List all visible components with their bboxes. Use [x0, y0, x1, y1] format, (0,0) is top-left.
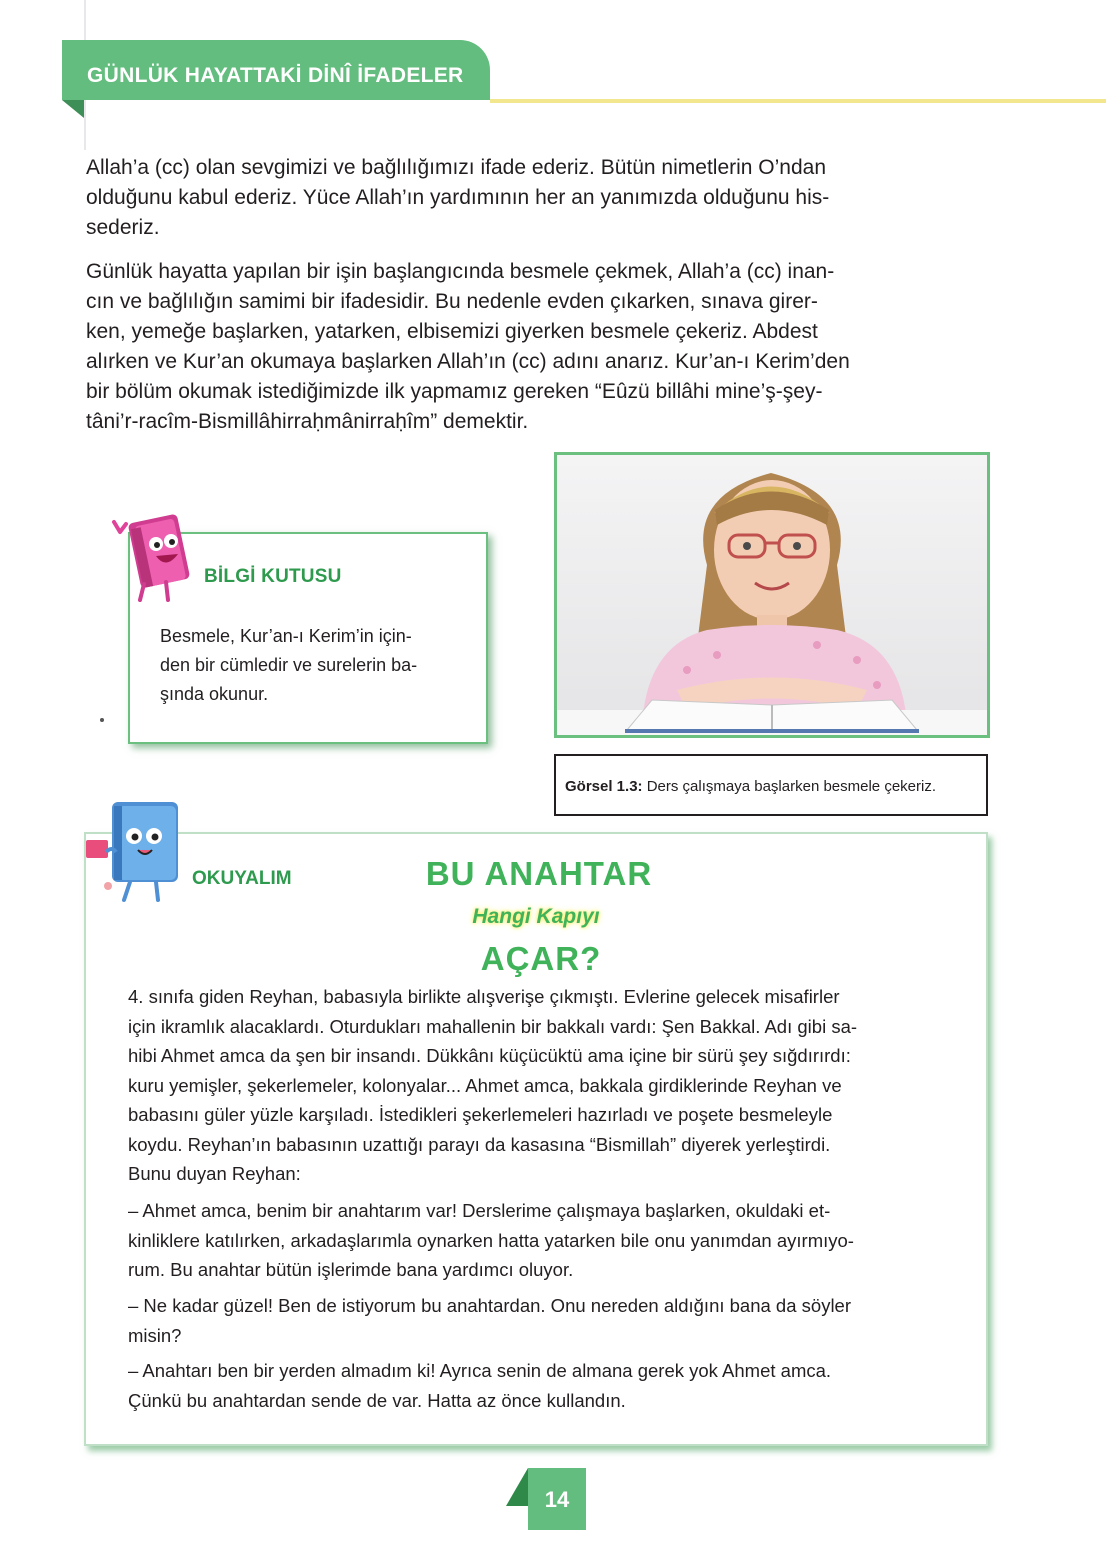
- figure-caption-text: Ders çalışmaya başlarken besmele çekeriz.: [646, 778, 936, 795]
- text-line: babasını güler yüzle karşıladı. İstedikleri şekerlemeleri hazırladı ve poşete besmeleyle: [128, 1104, 833, 1125]
- reading-section-label: OKUYALIM: [192, 868, 292, 889]
- intro-paragraph-2: [86, 257, 938, 437]
- text-line: Bunu duyan Reyhan:: [128, 1163, 301, 1184]
- header-underline: [490, 99, 1106, 103]
- text-line: – Ne kadar güzel! Ben de istiyorum bu anahtardan. Onu nereden aldığını bana da söyler: [128, 1295, 851, 1316]
- figure-label: Görsel 1.3:: [565, 778, 643, 795]
- text-line: alırken ve Kur’an okumaya başlarken Allah’ın (cc) adını anarız. Kur’an-ı Kerim’den: [86, 350, 850, 373]
- chapter-title: GÜNLÜK HAYATTAKİ DİNÎ İFADELER: [87, 64, 464, 87]
- text-line: kinliklere katılırken, arkadaşlarımla oynarken hatta yatarken bile onu yanımdan ayırmıyo-: [128, 1229, 854, 1251]
- book-mascot-icon: [110, 510, 202, 606]
- info-box-title: BİLGİ KUTUSU: [204, 566, 342, 587]
- text-line: Allah’a (cc) olan sevgimizi ve bağlılığımızı ifade ederiz. Bütün nimetlerin O’ndan: [86, 156, 827, 179]
- story-paragraph-1: [128, 982, 938, 1189]
- intro-paragraph-1: [86, 153, 938, 243]
- story-paragraph-2: [128, 1196, 938, 1285]
- text-line: tâni’r-racîm-Bismillâhirraḥmânirraḥîm” demektir.: [86, 410, 529, 433]
- text-line: – Ahmet amca, benim bir anahtarım var! Derslerime çalışmaya başlarken, okuldaki et-: [128, 1200, 831, 1221]
- text-line: sederiz.: [86, 216, 160, 239]
- header-fold: [62, 100, 84, 118]
- story-paragraph-4: [128, 1356, 938, 1415]
- story-title-line-3: AÇAR?: [480, 940, 602, 977]
- page-number: 14: [528, 1468, 586, 1530]
- text-line: den bir cümledir ve surelerin ba-: [160, 655, 418, 675]
- text-line: misin?: [128, 1324, 182, 1346]
- figure-caption: [554, 754, 988, 816]
- story-title-line-2: Hangi Kapıyı: [472, 905, 600, 928]
- text-line: rum. Bu anahtar bütün işlerimde bana yardımcı oluyor.: [128, 1259, 574, 1280]
- page-number-tab-fold: [506, 1468, 528, 1506]
- text-line: Çünkü bu anahtardan sende de var. Hatta az önce kullandın.: [128, 1389, 626, 1411]
- text-line: şında okunur.: [160, 684, 269, 704]
- chapter-header: [62, 40, 490, 100]
- text-line: Besmele, Kur’an-ı Kerim’in için-: [160, 626, 412, 646]
- text-line: için ikramlık alacaklardı. Oturdukları mahallenin bir bakkalı vardı: Şen Bakkal. Adı gibi sa-: [128, 1015, 858, 1037]
- info-box-text: [160, 622, 466, 709]
- text-line: 4. sınıfa giden Reyhan, babasıyla birlikte alışverişe çıkmıştı. Evlerine gelecek misafirler: [128, 986, 840, 1007]
- story-paragraph-3: [128, 1291, 938, 1350]
- text-line: ken, yemeğe başlarken, yatarken, elbisemizi giyerken besmele çekeriz. Abdest: [86, 320, 818, 343]
- photo-girl-reading: [554, 452, 990, 738]
- text-line: cın ve bağlılığın samimi bir ifadesidir. Bu nedenle evden çıkarken, sınava girer-: [86, 290, 818, 313]
- text-line: hibi Ahmet amca da şen bir insandı. Dükkânı küçücüktü ama içine bir sürü şey sığdırırdı:: [128, 1045, 851, 1066]
- text-line: kuru yemişler, şekerlemeler, kolonyalar... Ahmet amca, bakkala girdiklerinde Reyhan ve: [128, 1074, 842, 1096]
- story-title-line-1: BU ANAHTAR: [425, 855, 653, 892]
- text-line: Günlük hayatta yapılan bir işin başlangıcında besmele çekmek, Allah’a (cc) inan-: [86, 260, 835, 283]
- girl-with-book-illustration: [557, 455, 987, 735]
- text-line: koydu. Reyhan’ın babasının uzattığı parayı da kasasına “Bismillah” diyerek yerleştirdi.: [128, 1133, 831, 1155]
- stray-dot: [100, 718, 104, 722]
- text-line: – Anahtarı ben bir yerden almadım ki! Ayrıca senin de almana gerek yok Ahmet amca.: [128, 1360, 832, 1381]
- text-line: bir bölüm okumak istediğimizde ilk yapmamız gereken “Eûzü billâhi mine’ş-şey-: [86, 380, 823, 403]
- text-line: olduğunu kabul ederiz. Yüce Allah’ın yardımının her an yanımızda olduğunu his-: [86, 186, 830, 209]
